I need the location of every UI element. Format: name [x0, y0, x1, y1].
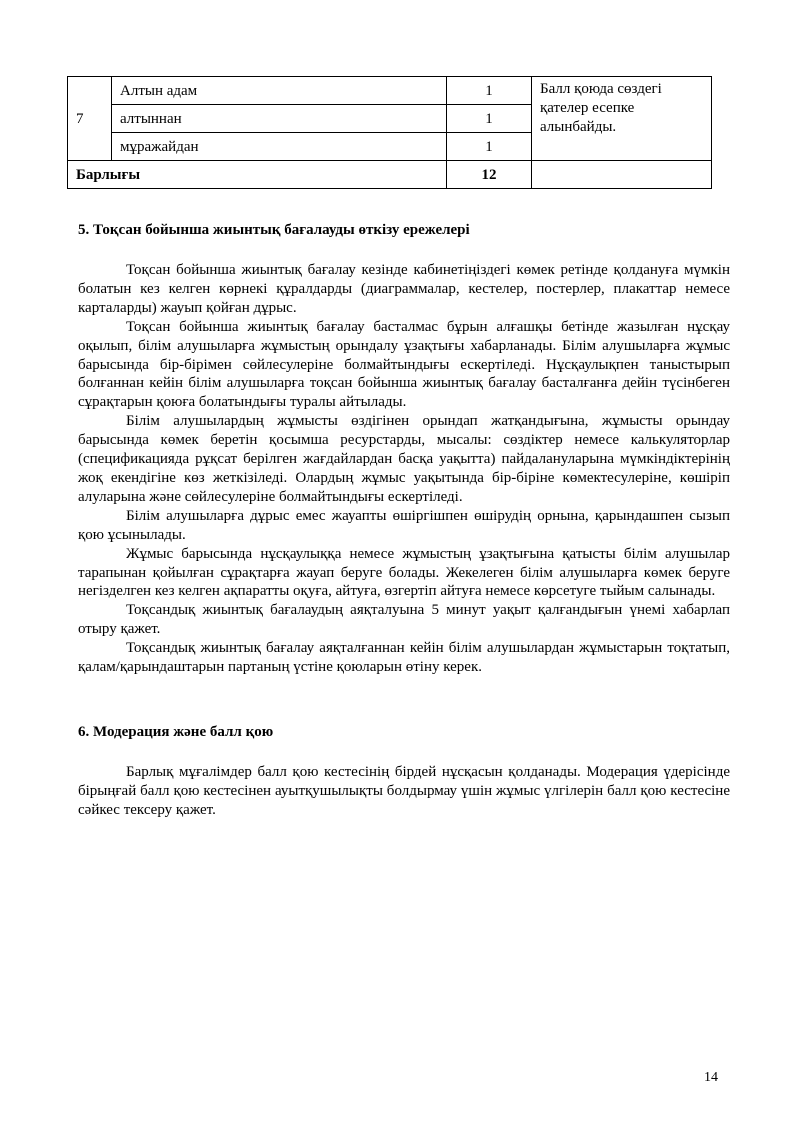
paragraph: Барлық мұғалімдер балл қою кестесінің бірдей нұсқасын қолданады. Модерация үдерісінде бірыңғай балл қою кестесінен ауытқушылықты болдырмау үшін жұмыс үлгілерін балл қою кестесіне сәйкес тексеру қажет.	[78, 764, 730, 818]
total-row	[68, 161, 712, 189]
section-6-body	[78, 763, 730, 820]
table-row	[68, 77, 712, 105]
paragraph: Тоқсан бойынша жиынтық бағалау кезінде кабинетіңіздегі көмек ретінде қолдануға мүмкін болатын кез келген көрнекі құралдарды (диаграммалар, кестелер, постерлер, плакаттар немесе карталарды) жауып қойған дұрыс.	[78, 262, 730, 316]
paragraph: Тоқсандық жиынтық бағалау аяқталғаннан кейін білім алушылардан жұмыстарын тоқтатып, қалам/қарындаштарын партаның үстіне қоюларын өтіну керек.	[78, 640, 730, 676]
paragraph: Жұмыс барысында нұсқаулыққа немесе жұмыстың ұзақтығына қатысты білім алушылар тарапынан қойылған сұрақтарға жауап беруге болады. Жекелеген білім алушыларға көмек беруге негізделген кез келген ақпаратты оқуға, айтуға, өзгертіп айтуға немесе көрсетуге тыйым салынады.	[78, 545, 730, 600]
note-cell: Балл қоюда сөздегі қателер есепке алынбайды.	[532, 77, 712, 161]
paragraph: Тоқсан бойынша жиынтық бағалау басталмас бұрын алғашқы бетінде жазылған нұсқау оқылып, білім алушыларға жұмыстың орындалу ұзақтығы хабарланады. Білім алушыларға жұмыс барысында бір-бірімен сөйлесулеріне болмайтындығы ескертіледі. Нұсқаулықпен таныстырып болғаннан кейін білім алушыларға тоқсан бойынша жиынтық бағалау басталғанға дейін түсінбеген сұрақтарын қоюға болатындығы туралы айтылады.	[78, 318, 730, 411]
section-5-body	[78, 261, 730, 677]
points-cell: 1	[447, 133, 532, 161]
section-5-title: 5. Тоқсан бойынша жиынтық бағалауды өткізу ережелері	[78, 222, 470, 238]
paragraph: Тоқсандық жиынтық бағалаудың аяқталуына 5 минут уақыт қалғандығын үнемі хабарлап отыру қажет.	[78, 602, 730, 638]
page-number: 14	[704, 1070, 718, 1085]
answer-cell: мұражайдан	[112, 133, 447, 161]
total-value: 12	[447, 161, 532, 189]
points-cell: 1	[447, 77, 532, 105]
question-number: 7	[68, 77, 112, 161]
paragraph: Білім алушылардың жұмысты өздігінен орындап жатқандығына, жұмысты орындау барысында көмек беретін қосымша ресурстарды, мысалы: сөздіктер немесе калькуляторлар (спецификацияда рұқсат берілген жағдайлардан басқа уақытта) пайдалануларына мүмкіндіктерінің жоқ екендігіне көз жеткізіледі. Олардың жұмыс уақытында бір-біріне көмектесулеріне, көшіріп алуларына және сөйлесулеріне болмайтындығы ескертіледі.	[78, 413, 730, 505]
paragraph: Білім алушыларға дұрыс емес жауапты өшіргішпен өшірудің орнына, қарындашпен сызып қою ұсынылады.	[78, 507, 730, 543]
answer-cell: Алтын адам	[112, 77, 447, 105]
empty-cell	[532, 161, 712, 189]
points-cell: 1	[447, 105, 532, 133]
total-label: Барлығы	[68, 161, 447, 189]
answer-cell: алтыннан	[112, 105, 447, 133]
section-6-title: 6. Модерация және балл қою	[78, 724, 274, 740]
scoring-table	[67, 76, 712, 189]
